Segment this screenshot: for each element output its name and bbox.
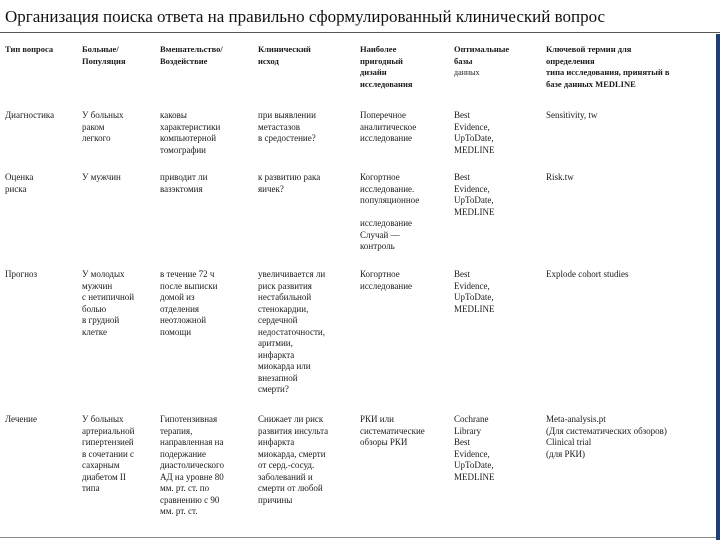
accent-bar: [716, 34, 720, 540]
cell-study-design: Когортное исследование. популяционное исследование Случай — контроль: [360, 172, 420, 251]
cell-population: У больных артериальной гипертензией в сочетании с сахарным диабетом II типа: [82, 414, 135, 493]
table-row: [3, 108, 715, 170]
cell-medline-term: Meta-analysis.pt (Для систематических обзоров) Clinical trial (для РКИ): [546, 414, 667, 459]
title-divider: [0, 32, 720, 33]
cell-databases: Best Evidence, UpToDate, MEDLINE: [454, 110, 495, 155]
header-question-type: Тип вопроса: [5, 44, 54, 54]
header-databases-sub: данных: [454, 68, 480, 77]
cell-intervention: Гипотензивная терапия, направленная на подержание диастолического АД на уровне 80 мм. рт. ст. по сравнению с 90 мм. рт. ст.: [160, 414, 225, 516]
header-intervention: Вмешательство/ Воздействие: [160, 44, 223, 66]
bottom-divider: [0, 537, 716, 538]
cell-databases: Best Evidence, UpToDate, MEDLINE: [454, 172, 495, 217]
header-population: Больные/ Популяция: [82, 44, 126, 66]
cell-outcome: к развитию рака яичек?: [258, 172, 321, 194]
cell-question-type: Диагностика: [5, 110, 55, 120]
cell-outcome: при выявлении метастазов в средостение?: [258, 110, 316, 143]
header-databases: Оптимальные базы данных: [454, 44, 510, 77]
cell-outcome: Снижает ли риск развития инсульта инфаркта миокарда, смерти от серд.-сосуд. заболеваний и смерти от любой причины: [258, 414, 329, 505]
cell-study-design: Когортное исследование: [360, 269, 413, 291]
cell-databases: Best Evidence, UpToDate, MEDLINE: [454, 269, 495, 314]
cell-question-type: Прогноз: [5, 269, 38, 279]
cell-population: У молодых мужчин с нетипичной болью в грудной клетке: [82, 269, 135, 337]
cell-medline-term: Sensitivity, tw: [546, 110, 598, 120]
cell-question-type: Оценка риска: [5, 172, 34, 194]
slide-title: Организация поиска ответа на правильно сформулированный клинический вопрос: [5, 7, 606, 26]
table-row: [3, 412, 715, 534]
cell-outcome: увеличивается ли риск развития нестабильной стенокардии, сердечной недостаточности, аритмии, инфаркта миокарда или внезапной смерти?: [258, 269, 326, 394]
cell-intervention: приводит ли вазэктомия: [160, 172, 208, 194]
table-row: [3, 267, 715, 412]
header-outcome: Клинический исход: [258, 44, 311, 66]
cell-databases: Cochrane Library Best Evidence, UpToDate, MEDLINE: [454, 414, 495, 482]
header-row: [3, 40, 715, 108]
cell-intervention: в течение 72 ч после выписки домой из отделения неотложной помощи: [160, 269, 218, 337]
cell-question-type: Лечение: [5, 414, 37, 424]
table-row: [3, 170, 715, 267]
question-table: [3, 40, 715, 534]
cell-intervention: каковы характеристики компьютерной томографии: [160, 110, 221, 155]
header-medline-term: Ключевой термин для определения типа исследования, принятый в базе данных MEDLINE: [546, 44, 670, 89]
cell-study-design: РКИ или систематические обзоры РКИ: [360, 414, 425, 447]
cell-population: У больных раком легкого: [82, 110, 124, 143]
cell-population: У мужчин: [82, 172, 121, 182]
cell-study-design: Поперечное аналитическое исследование: [360, 110, 417, 143]
cell-medline-term: Explode cohort studies: [546, 269, 629, 279]
cell-medline-term: Risk.tw: [546, 172, 574, 182]
header-study-design: Наиболее пригодный дизайн исследования: [360, 44, 413, 89]
